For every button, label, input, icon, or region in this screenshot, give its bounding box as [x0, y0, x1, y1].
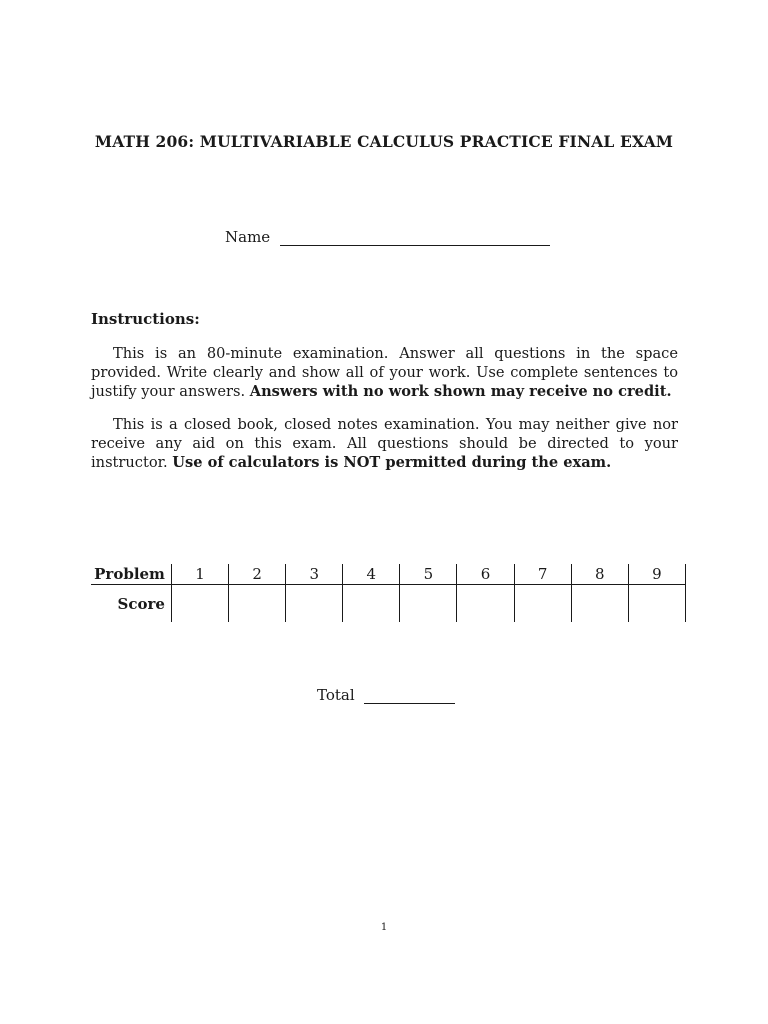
instructions-heading: Instructions:: [91, 310, 200, 328]
problem-number: 8: [571, 564, 628, 585]
problem-number: 9: [628, 564, 685, 585]
paragraph-1-text: This is an 80-minute examination. Answer all questions in the space provided. Write clearly and show all of your work. Use complete sentences to justify your answers.: [91, 345, 678, 400]
total-field-row: [317, 686, 455, 704]
total-blank-line[interactable]: [364, 687, 455, 704]
name-field-row: [225, 228, 550, 246]
exam-title: MATH 206: MULTIVARIABLE CALCULUS PRACTICE FINAL EXAM: [94, 132, 674, 151]
score-cell[interactable]: [286, 585, 343, 623]
score-cell[interactable]: [514, 585, 571, 623]
score-table: [91, 564, 686, 622]
paragraph-1-bold-text: Answers with no work shown may receive no credit.: [249, 383, 672, 400]
score-cell[interactable]: [400, 585, 457, 623]
paragraph-2-bold-text: Use of calculators is NOT permitted during the exam.: [172, 454, 612, 471]
problem-row: [91, 564, 686, 585]
score-cell[interactable]: [457, 585, 514, 623]
score-row: [91, 585, 686, 623]
paragraph-2-text: This is a closed book, closed notes examination. You may neither give nor receive any aid on this exam. All questions should be directed to your instructor.: [91, 416, 678, 471]
problem-number: 1: [171, 564, 228, 585]
problem-number: 3: [286, 564, 343, 585]
problem-number: 7: [514, 564, 571, 585]
page-number: 1: [380, 922, 388, 933]
name-label: Name: [225, 228, 271, 246]
score-cell[interactable]: [571, 585, 628, 623]
score-cell[interactable]: [628, 585, 685, 623]
name-blank-line[interactable]: [280, 229, 550, 246]
problem-number: 4: [343, 564, 400, 585]
score-cell[interactable]: [229, 585, 286, 623]
problem-label: Problem: [91, 564, 171, 585]
instructions-paragraph-1: [91, 344, 678, 401]
instructions-paragraph-2: [91, 415, 678, 472]
problem-number: 5: [400, 564, 457, 585]
problem-number: 6: [457, 564, 514, 585]
score-cell[interactable]: [171, 585, 228, 623]
total-label: Total: [317, 686, 355, 704]
score-cell[interactable]: [343, 585, 400, 623]
score-label: Score: [117, 594, 165, 613]
problem-number: 2: [229, 564, 286, 585]
